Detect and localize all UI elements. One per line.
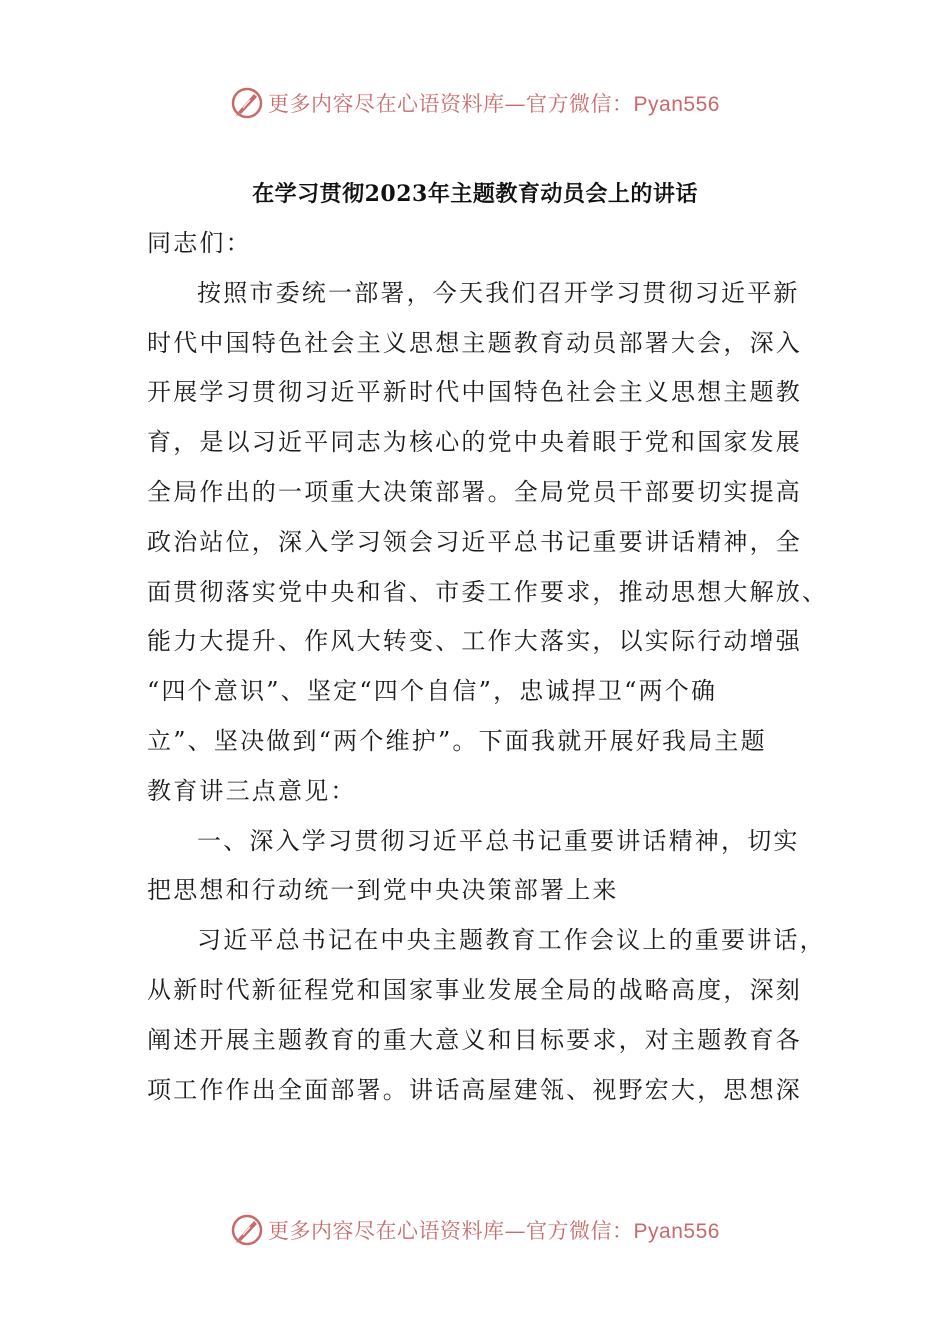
paragraph-line: 时代中国特色社会主义思想主题教育动员部署大会，深入 [147, 328, 802, 357]
paragraph-line: 阐述开展主题教育的重大意义和目标要求，对主题教育各 [147, 1025, 802, 1054]
paragraph-line: 育，是以习近平同志为核心的党中央着眼于党和国家发展 [147, 428, 802, 457]
watermark-wechat-id: Pyan556 [633, 1220, 720, 1243]
paragraph-line: 全局作出的一项重大决策部署。全局党员干部要切实提高 [147, 477, 802, 506]
paragraph-line: 立”、坚决做到“两个维护”。下面我就开展好我局主题 [147, 726, 767, 755]
watermark-footer [0, 1210, 950, 1250]
paragraph-line: 项工作作出全面部署。讲话高屋建瓴、视野宏大，思想深 [147, 1075, 802, 1104]
watermark-text: 更多内容尽在心语资料库—官方微信： [268, 92, 634, 116]
watermark-text: 更多内容尽在心语资料库—官方微信： [268, 1219, 634, 1243]
paragraph-line: 能力大提升、作风大转变、工作大落实，以实际行动增强 [147, 627, 802, 656]
paragraph-line: 习近平总书记在中央主题教育工作会议上的重要讲话， [197, 926, 826, 955]
paragraph-line: 从新时代新征程党和国家事业发展全局的战略高度，深刻 [147, 975, 802, 1004]
paragraph-line: 政治站位，深入学习领会习近平总书记重要讲话精神，全 [147, 527, 802, 556]
paragraph-line: 面贯彻落实党中央和省、市委工作要求，推动思想大解放、 [147, 577, 829, 606]
quill-pen-logo-icon [230, 86, 264, 120]
quill-pen-logo-icon [230, 1213, 264, 1247]
section-heading-line: 把思想和行动统一到党中央决策部署上来 [147, 876, 619, 905]
paragraph-line: 教育讲三点意见： [147, 776, 357, 805]
watermark-header [0, 83, 950, 123]
document-title: 在学习贯彻2023年主题教育动员会上的讲话 [252, 181, 698, 207]
paragraph-line: 开展学习贯彻习近平新时代中国特色社会主义思想主题教 [147, 378, 802, 407]
document-body [147, 228, 829, 1124]
paragraph-line: “四个意识”、坚定“四个自信”，忠诚捍卫“两个确 [147, 677, 718, 706]
section-heading-line: 一、深入学习贯彻习近平总书记重要讲话精神，切实 [197, 826, 800, 855]
paragraph-line: 按照市委统一部署，今天我们召开学习贯彻习近平新 [197, 278, 800, 307]
watermark-wechat-id: Pyan556 [633, 93, 720, 116]
salutation: 同志们： [147, 229, 252, 257]
